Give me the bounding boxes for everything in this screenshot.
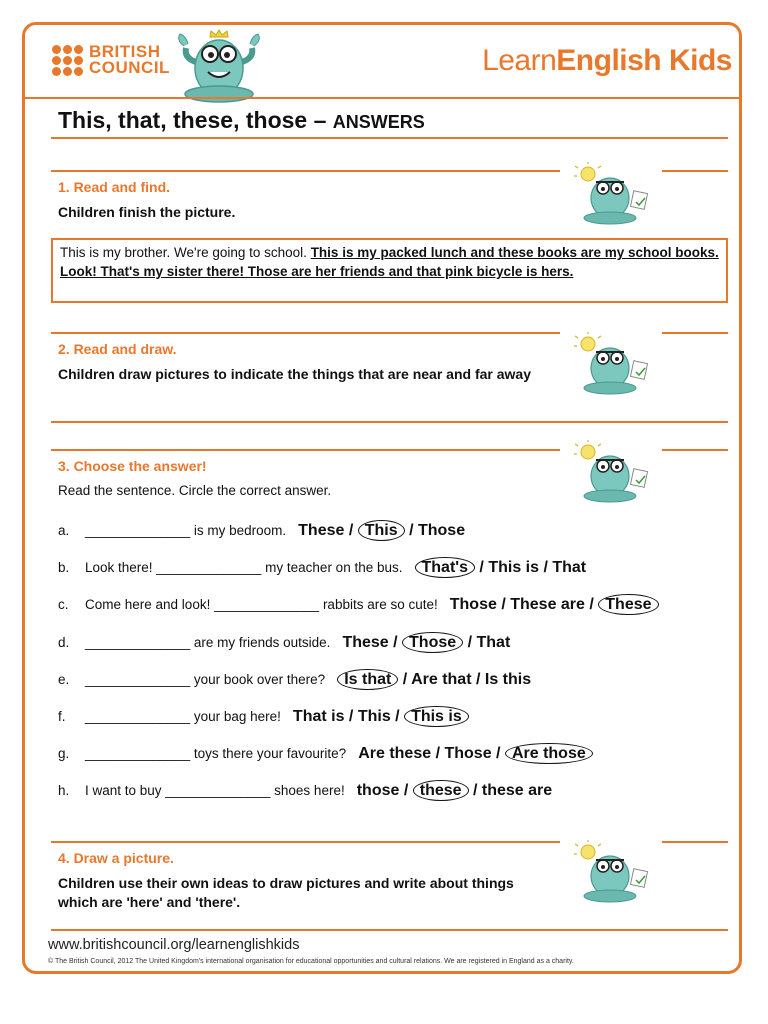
bc-dots-icon: [52, 45, 83, 76]
option-separator: /: [539, 559, 553, 577]
question-letter: e.: [58, 671, 70, 687]
section4-top-divider: [51, 841, 560, 843]
answer-options: [358, 745, 593, 763]
question-sentence: ______________ your book over there?: [85, 671, 326, 687]
answer-options: [293, 708, 469, 726]
answer-options: [450, 596, 659, 614]
question-row: [58, 596, 659, 614]
answer-option: Those: [444, 745, 492, 763]
answer-option: these are: [481, 782, 553, 800]
answer-option: Are these: [358, 745, 432, 763]
mascot-lightbulb-icon: [574, 440, 654, 506]
section3-heading: 3. Choose the answer!: [58, 458, 207, 474]
answer-option: Are that: [411, 670, 472, 688]
mascot-lightbulb-icon: [574, 162, 654, 228]
option-separator: /: [496, 596, 511, 614]
section1-top-divider: [51, 170, 560, 172]
option-separator: /: [398, 670, 412, 688]
answer-options: [337, 671, 531, 689]
question-row: [58, 708, 469, 726]
answer-option: This: [357, 708, 391, 725]
footer-url: www.britishcouncil.org/learnenglishkids: [48, 937, 300, 953]
answer-option: Those: [449, 596, 497, 614]
title-divider: [51, 137, 728, 139]
section2-text: Children draw pictures to indicate the things that are near and far away: [58, 366, 531, 382]
section2-heading: 2. Read and draw.: [58, 341, 177, 357]
mascot-lightbulb-icon: [574, 332, 654, 398]
option-separator: /: [471, 670, 485, 688]
section4-top-divider-right: [662, 841, 728, 843]
answer-options: [357, 782, 552, 800]
question-letter: a.: [58, 523, 70, 538]
question-letter: h.: [58, 783, 70, 799]
title-main: This, that, these, those –: [58, 107, 333, 133]
answer-option: That: [552, 559, 587, 577]
section4-text: Children use their own ideas to draw pictures and write about things which are 'here' and 'there'.: [58, 875, 514, 910]
question-row: [58, 522, 465, 540]
question-sentence: I want to buy ______________ shoes here!: [85, 783, 345, 799]
circled-answer: Are those: [505, 743, 593, 764]
option-separator: /: [399, 782, 413, 800]
answer-option: These: [298, 522, 345, 539]
answer-option: That: [476, 633, 511, 651]
footer-divider: [51, 929, 728, 931]
question-sentence: ______________ your bag here!: [85, 709, 281, 724]
question-letter: c.: [58, 597, 69, 613]
mascot-lightbulb-icon: [574, 840, 654, 906]
circled-answer: This: [358, 520, 405, 541]
learnenglish-kids-logo: [482, 44, 732, 78]
page-title: [58, 107, 425, 134]
mascot-icon: [174, 26, 264, 104]
option-separator: /: [468, 782, 482, 800]
answer-option: those: [356, 782, 400, 800]
question-letter: g.: [58, 746, 70, 762]
question-row: [58, 745, 593, 763]
circled-answer: Those: [402, 632, 463, 653]
option-separator: /: [431, 745, 445, 763]
section2-top-divider-right: [662, 332, 728, 334]
option-separator: /: [344, 522, 358, 539]
answer-option: These: [342, 633, 389, 651]
question-letter: d.: [58, 634, 70, 650]
option-separator: /: [404, 522, 418, 539]
circled-answer: Is that: [337, 669, 398, 690]
circled-answer: That's: [415, 557, 475, 578]
question-row: [58, 634, 510, 652]
bc-line1: BRITISH: [89, 42, 161, 61]
question-sentence: Come here and look! ______________ rabbits are so cute!: [85, 597, 438, 613]
question-sentence: ______________ toys there your favourite?: [85, 746, 347, 762]
header-divider: [25, 97, 739, 99]
lek-prefix: Learn: [482, 44, 557, 77]
question-row: [58, 782, 552, 800]
option-separator: /: [491, 745, 505, 763]
footer-copyright: © The British Council, 2012 The United Kingdom's international organisation for educational opportunities and cultural relations. We are registered in England as a charity.: [48, 958, 574, 965]
option-separator: /: [388, 633, 403, 651]
answer-option: Is this: [484, 670, 532, 688]
question-row: [58, 559, 586, 577]
option-separator: /: [584, 596, 599, 614]
option-separator: /: [344, 708, 358, 725]
question-sentence: Look there! ______________ my teacher on the bus.: [85, 560, 403, 576]
option-separator: /: [474, 559, 489, 577]
answer-option: Those: [417, 522, 466, 539]
answer-options: [298, 522, 465, 540]
lek-bold: English: [556, 44, 662, 77]
question-row: [58, 671, 531, 689]
section2-bottom-divider: [51, 421, 728, 423]
lek-suffix: Kids: [661, 44, 732, 77]
circled-answer: This is: [404, 706, 469, 727]
circled-answer: these: [413, 780, 469, 801]
section2-top-divider: [51, 332, 560, 334]
section1-top-divider-right: [662, 170, 728, 172]
section1-heading: 1. Read and find.: [58, 179, 171, 195]
circled-answer: These: [598, 594, 658, 615]
question-sentence: ______________ is my bedroom.: [85, 523, 287, 538]
section1-answer-box: [51, 238, 728, 303]
answer-option: This is: [488, 559, 540, 577]
answer-options: [342, 634, 510, 652]
option-separator: /: [463, 633, 477, 651]
answer-option: These are: [510, 596, 585, 614]
section3-instruction: Read the sentence. Circle the correct answer.: [58, 483, 332, 498]
section3-top-divider: [51, 449, 560, 451]
question-sentence: ______________ are my friends outside.: [85, 634, 331, 650]
option-separator: /: [390, 708, 405, 725]
box-underlined-text: This is my packed lunch and these books are my school books. Look! That's my sister there! Those are her friends and that pink bicycle is hers.: [60, 245, 719, 279]
section3-top-divider-right: [662, 449, 728, 451]
section1-text: Children finish the picture.: [58, 204, 236, 220]
answer-option: That is: [292, 708, 345, 725]
british-council-logo: [52, 44, 170, 76]
title-answers: ANSWERS: [332, 112, 425, 132]
box-plain-text: This is my brother. We're going to school.: [60, 245, 311, 260]
question-letter: b.: [58, 560, 70, 576]
bc-line2: COUNCIL: [89, 58, 170, 77]
section4-heading: 4. Draw a picture.: [58, 850, 174, 866]
answer-options: [415, 559, 587, 577]
question-letter: f.: [58, 709, 66, 724]
